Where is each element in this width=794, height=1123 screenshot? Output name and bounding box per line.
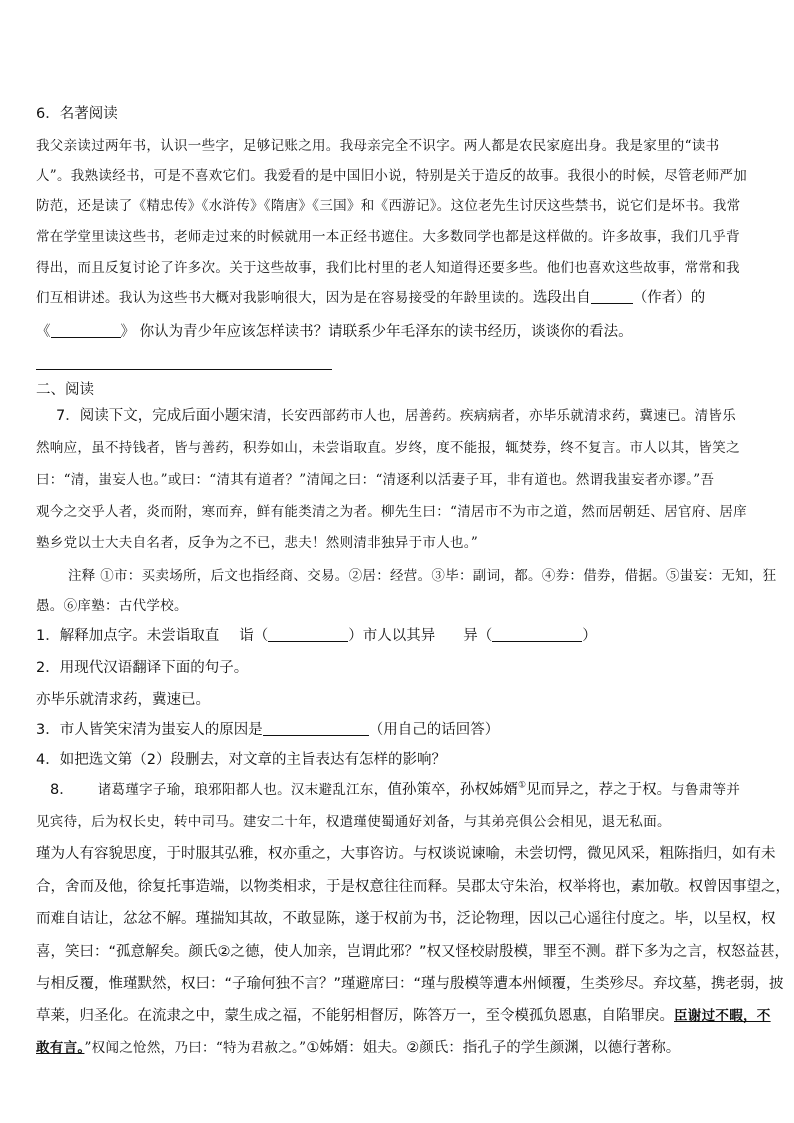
q7-sub3-note: （用自己的话回答） xyxy=(368,722,500,738)
q6-passage-question-line xyxy=(36,286,758,307)
q7-sub1-yi: 异（ xyxy=(463,628,493,644)
q7-sub2-sentence: 亦毕乐就清求药，冀速已。 xyxy=(36,692,210,708)
q8-passage-line: 而难自诘让，忿忿不解。瑾揣知其故，不敢显陈，遂于权前为书，泛论物理，因以己心遥往付度之。毕，以呈权，权 xyxy=(36,911,776,927)
q8-underlined-sentence-end: 敢有言。 xyxy=(36,1040,85,1056)
q6-passage-line: 常在学堂里读这些书，老师走过来的时候就用一本正经书遮住。大多数同学也都是这样做的。许多故事，我们几乎背 xyxy=(36,229,740,245)
q6-passage-end: 们互相讲述。我认为这些书大概对我影响很大，因为是在容易接受的年龄里读的。 xyxy=(36,290,533,306)
q8-passage-line: 见宾待，后为权长史，转中司马。建安二十年，权遣瑾使蜀通好刘备，与其弟亮俱公会相见，退无私面。 xyxy=(36,814,671,830)
q6-passage-line: 我父亲读过两年书，认识一些字，足够记账之用。我母亲完全不识字。两人都是农民家庭出身。我是家里的“读书 xyxy=(36,138,720,154)
answer-blank-reason[interactable] xyxy=(263,721,369,736)
answer-blank-yi[interactable] xyxy=(492,627,582,642)
q7-passage-line: 观今之交乎人者，炎而附，寒而弃，鲜有能类清之为者。柳先生曰：“清居市不为市之道，然而居朝廷、居官府、居庠 xyxy=(36,504,747,520)
answer-blank-book[interactable] xyxy=(51,323,121,338)
q7-passage-line: 塾乡党以士大夫自名者，反争为之不已，悲夫！然则清非独异于市人也。” xyxy=(36,535,479,551)
q8-passage-text: ”权闻之怆然，乃曰：“特为君赦之。” xyxy=(84,1040,307,1056)
q7-passage-line: 曰：“清，蚩妄人也。”或曰：“清其有道者？”清闻之曰：“清逐利以活妻子耳，非有道也。然谓我蚩妄者亦谬。”吾 xyxy=(36,472,715,488)
q8-passage-c: 见而异之，荐之于权。 xyxy=(526,782,672,798)
q7-passage-line: 然响应，虽不持钱者，皆与善药，积券如山，未尝诣取直。岁终，度不能报，辄焚券，终不复言。市人以其，皆笑之 xyxy=(36,440,740,456)
footnote-mark: ① xyxy=(518,780,527,791)
q8-passage-text: 草莱，归圣化。在流隶之中，蒙生成之福，不能躬相督厉，陈答万一，至令模孤负恩惠，自陷罪戾。 xyxy=(36,1008,674,1024)
answer-blank-zhi[interactable] xyxy=(268,627,348,642)
q7-sub3 xyxy=(36,718,758,739)
q8-passage-line xyxy=(36,1036,758,1057)
section-title: 二、阅读 xyxy=(36,382,94,398)
q7-label: 7．阅读下文，完成后面小题 xyxy=(56,408,240,424)
answer-blank-author[interactable] xyxy=(591,289,633,304)
q6-question-line xyxy=(36,320,758,341)
q6-question-d: 》 你认为青少年应该怎样读书？请联系少年毛泽东的读书经历，谈谈你的看法。 xyxy=(120,324,633,340)
q6-question-b: （作者）的 xyxy=(632,290,706,306)
q8-passage-d: 与鲁肃等并 xyxy=(671,782,741,798)
q8-footnotes: ①姊婿：姐夫。②颜氏：指孔子的学生颜渊，以德行著称。 xyxy=(306,1040,681,1056)
q7-sub1 xyxy=(36,624,758,645)
q8-passage-line: 合，舍而及他，徐复托事造端，以物类相求，于是权意往往而释。吴郡太守朱治，权举将也，素加敬。权曾因事望之， xyxy=(36,879,790,895)
answer-rule[interactable] xyxy=(36,369,332,370)
q7-sub4: 4．如把选文第（2）段删去，对文章的主旨表达有怎样的影响？ xyxy=(36,752,446,768)
q7-sub3-text: 3．市人皆笑宋清为蚩妄人的原因是 xyxy=(36,722,263,738)
q8-first-line xyxy=(50,778,758,799)
q6-title: 6．名著阅读 xyxy=(36,106,118,122)
q8-passage-line xyxy=(36,1004,771,1025)
q7-sub1-close: ） xyxy=(582,628,597,644)
q8-passage-a: 诸葛瑾字子瑜，琅邪阳都人也。汉末避乱江东， xyxy=(97,782,388,798)
q6-passage-line: 人”。我熟读经书，可是不喜欢它们。我爱看的是中国旧小说，特别是关于造反的故事。我很小的时候，尽管老师严加 xyxy=(36,168,747,184)
q7-sub2: 2．用现代汉语翻译下面的句子。 xyxy=(36,660,249,676)
q8-label: 8． xyxy=(50,782,74,798)
q7-notes-cont: 愚。⑥庠塾：古代学校。 xyxy=(36,598,188,614)
q7-first-line xyxy=(56,404,758,425)
q7-sub1-mid: ）市人以其异 xyxy=(348,628,436,644)
q7-notes: 注释 ①市：买卖场所，后文也指经商、交易。②居：经营。③毕：副词，都。④券：借券，借据。⑤蚩妄：无知，狂 xyxy=(68,568,777,584)
q6-passage-line: 得出，而且反复讨论了许多次。关于这些故事，我们比村里的老人知道得还要多些。他们也喜欢这些故事，常常和我 xyxy=(36,260,740,276)
q8-passage-b: 值孙策卒，孙权姊婿 xyxy=(387,782,519,798)
q6-question-c: 《 xyxy=(36,324,51,340)
q7-passage-start: 宋清，长安西部药市人也，居善药。疾病病者，亦毕乐就清求药，冀速已。清皆乐 xyxy=(239,408,737,424)
q8-passage-line: 喜，笑曰：“孤意解矣。颜氏②之德，使人加亲，岂谓此邪？”权又怪校尉殷模，罪至不测。群下多为之言，权怒益甚， xyxy=(36,944,790,960)
q8-passage-line: 与相反覆，惟瑾默然，权曰：“子瑜何独不言？”瑾避席曰：“瑾与殷模等遭本州倾覆，生类殄尽。弃坟墓，携老弱，披 xyxy=(36,976,784,992)
q8-underlined-sentence: 臣谢过不暇，不 xyxy=(674,1008,771,1024)
q7-sub1-zhi: 诣（ xyxy=(239,628,269,644)
q8-passage-line: 瑾为人有容貌思度，于时服其弘雅，权亦重之，大事咨访。与权谈说谏喻，未尝切愕，微见风采，粗陈指归，如有未 xyxy=(36,846,776,862)
q6-passage-line: 防范，还是读了《精忠传》《水浒传》《隋唐》《三国》和《西游记》。这位老先生讨厌这些禁书，说它们是坏书。我常 xyxy=(36,198,741,214)
q6-question-a: 选段出自 xyxy=(532,290,591,306)
q7-sub1-text: 1．解释加点字。未尝诣取直 xyxy=(36,628,220,644)
